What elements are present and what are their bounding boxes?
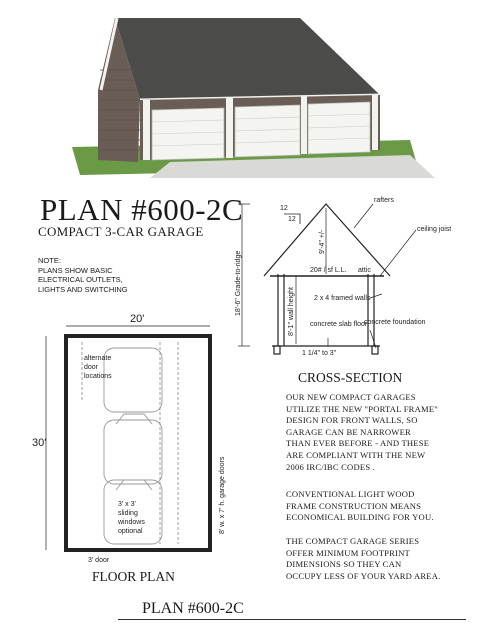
alternate-label-3: locations	[84, 373, 112, 380]
pitch-top: 12	[280, 205, 288, 212]
windows-label-1: 3' x 3'	[118, 501, 136, 508]
description-line: ARE COMPLIANT WITH THE NEW	[286, 449, 426, 460]
alternate-label-2: door	[84, 364, 99, 371]
description-line: THAN EVER BEFORE - AND THESE	[286, 438, 430, 449]
note-line: ELECTRICAL OUTLETS,	[38, 275, 123, 284]
description-line: ECONOMICAL BUILDING FOR YOU.	[286, 512, 434, 523]
slab-floor-text: concrete slab floor	[310, 321, 368, 328]
garage-rendering	[0, 0, 484, 180]
floor-plan-title: FLOOR PLAN	[92, 569, 175, 584]
width-dimension: 20'	[130, 313, 145, 325]
roof	[115, 18, 380, 100]
grade-to-ridge-label: 18'-6" Grade-to-ridge	[235, 250, 242, 316]
wall-height-label: 8'-1" wall height	[288, 287, 295, 336]
framed-walls-label: 2 x 4 framed walls	[314, 295, 371, 302]
footer-plan-title: PLAN #600-2C	[142, 600, 244, 617]
windows-label-3: windows	[118, 519, 145, 526]
ridge-height-label: 9'-4" +/-	[319, 229, 326, 254]
attic-load-label: 20# / sf L.L.	[310, 267, 347, 274]
description-paragraph	[286, 392, 438, 473]
description-line: OFFER MINIMUM FOOTPRINT	[286, 547, 410, 558]
floor-plan-drawing	[28, 312, 258, 570]
pitch-side: 12	[288, 216, 296, 223]
windows-label-4: optional	[118, 528, 143, 535]
description-line: CONVENTIONAL LIGHT WOOD	[286, 489, 415, 499]
description-line: DESIGN FOR FRONT WALLS, SO	[286, 415, 418, 426]
plan-title: PLAN #600-2C	[40, 192, 244, 227]
description-paragraph	[286, 536, 441, 582]
door-label: 3' door	[88, 557, 110, 564]
rafters-label: rafters	[374, 197, 394, 204]
plan-subtitle: COMPACT 3-CAR GARAGE	[38, 224, 204, 239]
note-line: NOTE:	[38, 256, 61, 265]
cross-section-title: CROSS-SECTION	[298, 370, 403, 385]
attic-label: attic	[358, 267, 371, 274]
description-paragraph	[286, 489, 434, 524]
slab-step-label: 1 1/4" to 3"	[302, 350, 337, 357]
description-line: FRAME CONSTRUCTION MEANS	[286, 500, 422, 511]
description-line: 2006 IRC/IBC CODES .	[286, 461, 375, 472]
description-line: OCCUPY LESS OF YOUR YARD AREA.	[286, 570, 441, 581]
garage-doors	[152, 102, 370, 160]
windows-label-2: sliding	[118, 510, 138, 517]
electrical-note	[38, 256, 128, 294]
ceiling-joist-label: ceiling joist	[417, 226, 452, 233]
note-line: LIGHTS AND SWITCHING	[38, 284, 128, 294]
depth-dimension: 30'	[32, 437, 47, 449]
description-line: GARAGE CAN BE NARROWER	[286, 426, 411, 437]
alternate-label-1: alternate	[84, 355, 112, 362]
description-line: UTILIZE THE NEW "PORTAL FRAME"	[286, 403, 439, 414]
foundation-label: concrete foundation	[364, 319, 426, 326]
garage-doors-label: 8' w. x 7' h. garage doors	[219, 456, 226, 534]
description-line: THE COMPACT GARAGE SERIES	[286, 536, 420, 546]
note-line: PLANS SHOW BASIC	[38, 265, 113, 275]
description-line: OUR NEW COMPACT GARAGES	[286, 392, 416, 402]
cross-section-drawing	[230, 186, 480, 366]
description-line: DIMENSIONS SO THEY CAN	[286, 559, 402, 570]
footer-rule	[118, 619, 466, 620]
slab-floor-label	[310, 321, 368, 328]
